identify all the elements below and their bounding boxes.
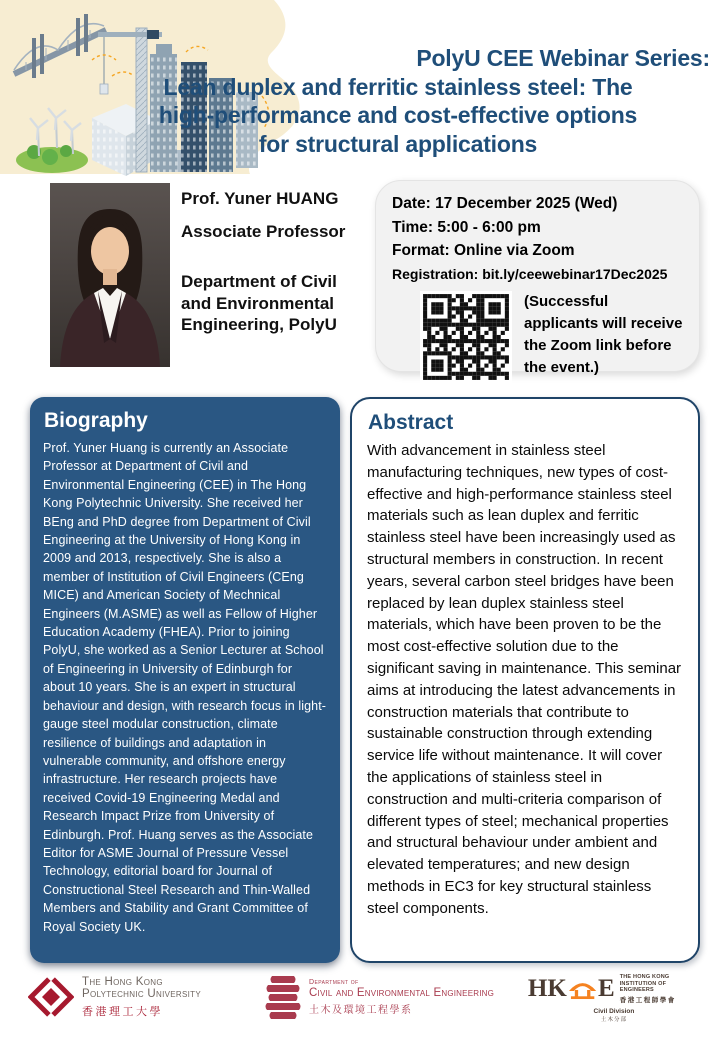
hkie-logo — [528, 974, 700, 1023]
biography-body: Prof. Yuner Huang is currently an Associate Professor at Department of Civil and Environmental Engineering (CEE) in The Hong Kong Polytechnic University. She received her BEng and PhD degree from Department of Civil Engineering at the University of Hong Kong in 2009 and 2013, respectively. She is also a member of Institution of Civil Engineers (CEng MICE) and American Society of Mechnical Engineers (M.ASME) as well as Fellow of Higher Education Academy (FHEA). Prior to joining PolyU, she worked as a Senior Lecturer at School of Engineering in University of Edinburgh for about 10 years. She is an expert in structural behaviour and design, with research focus in light-gauge steel modular construction, climate resilience of buildings and adaptation in vulnerable community, and offshore energy infrastructure. Her research projects have received Covid-19 Engineering Medal and Research Impact Prize from University of Edinburgh. Prof. Huang serves as the Associate Editor for ASME Journal of Pressure Vessel Technology, editorial board for Journal of Constructional Steel Research and Thin-Walled Members and Stability and Grant Committee of Royal Society UK. — [43, 441, 327, 934]
qr-row — [392, 291, 685, 383]
event-date: Date: 17 December 2025 (Wed) — [392, 195, 618, 212]
title-line-3: high-performance and cost-effective options — [158, 102, 638, 128]
cee-main-line: Civil and Environmental Engineering — [309, 986, 495, 999]
hkie-bridge-icon — [568, 978, 597, 1000]
title-line-2: Lean duplex and ferritic stainless steel: The — [163, 73, 633, 100]
hkie-e-text: E — [598, 974, 615, 1002]
hkie-en-line1: THE HONG KONG — [619, 974, 670, 980]
abstract-heading: Abstract — [368, 411, 454, 434]
hkie-hk-text: HK — [527, 974, 567, 1002]
cee-department-logo — [264, 974, 510, 1020]
event-format: Format: Online via Zoom — [392, 242, 575, 259]
biography-card — [30, 397, 340, 963]
hkie-logo-text — [620, 974, 700, 1004]
polyu-logo-text — [82, 976, 201, 1019]
event-time: Time: 5:00 - 6:00 pm — [392, 218, 541, 236]
title-line-4: for structural applications — [258, 130, 538, 157]
speaker-position: Associate Professor — [181, 221, 346, 241]
biography-heading: Biography — [44, 409, 148, 432]
hkie-cn: 香港工程師學會 — [619, 996, 676, 1004]
hkie-division-en: Civil Division — [593, 1007, 635, 1015]
poster-title — [82, 44, 714, 158]
qr-note: (Successful applicants will receive the Zoom link before the event.) — [524, 293, 683, 376]
speaker-affiliation: Department of Civil and Environmental Engineering, PolyU — [181, 272, 337, 334]
polyu-logo — [28, 974, 264, 1020]
title-series-line: PolyU CEE Webinar Series: — [416, 45, 710, 71]
cee-cn: 土木及環境工程學系 — [309, 1004, 413, 1016]
event-details-card — [375, 180, 700, 376]
polyu-en-line2: Polytechnic University — [82, 988, 201, 1000]
registration-qr-code — [420, 291, 512, 383]
speaker-info — [181, 188, 366, 336]
event-registration: Registration: bit.ly/ceewebinar17Dec2025 — [392, 265, 668, 282]
cee-logo-text — [309, 979, 494, 1016]
polyu-cn: 香港理工大學 — [82, 1005, 163, 1018]
cee-stack-icon — [264, 974, 302, 1020]
footer-logos — [28, 974, 700, 1023]
hkie-division-cn: 土木分部 — [600, 1016, 627, 1023]
hkie-en-line2: INSTITUTION OF ENGINEERS — [619, 980, 667, 993]
abstract-body: With advancement in stainless steel manufacturing techniques, new types of cost-effective and high-performance stainless steel materials such as lean duplex and ferritic stainless steel have been increasingly used as structural members in construction. In recent years, several carbon steel bridges have been replaced by lean duplex stainless steel materials, which have been proven to be the most cost-effective solution due to the significant saving in maintenance. This seminar aims at introducing the latest advancements in construction materials that contribute to sustainable construction through extending service life without maintenance. It will cover the applications of stainless steel in construction and multi-criteria comparison of different types of steel; mechanical properties and structural behaviour under ambient and elevated temperatures; and new design methods in EC3 for key structural stainless steel components. — [367, 442, 682, 917]
speaker-name: Prof. Yuner HUANG — [181, 189, 339, 208]
abstract-card — [350, 397, 700, 963]
polyu-en-line1: The Hong Kong — [82, 975, 163, 988]
hkie-logo-top — [528, 974, 700, 1004]
hkie-division — [528, 1008, 700, 1023]
speaker-photo — [50, 183, 170, 367]
polyu-knot-icon — [28, 974, 74, 1020]
cee-dept-line: Department of — [309, 978, 359, 986]
